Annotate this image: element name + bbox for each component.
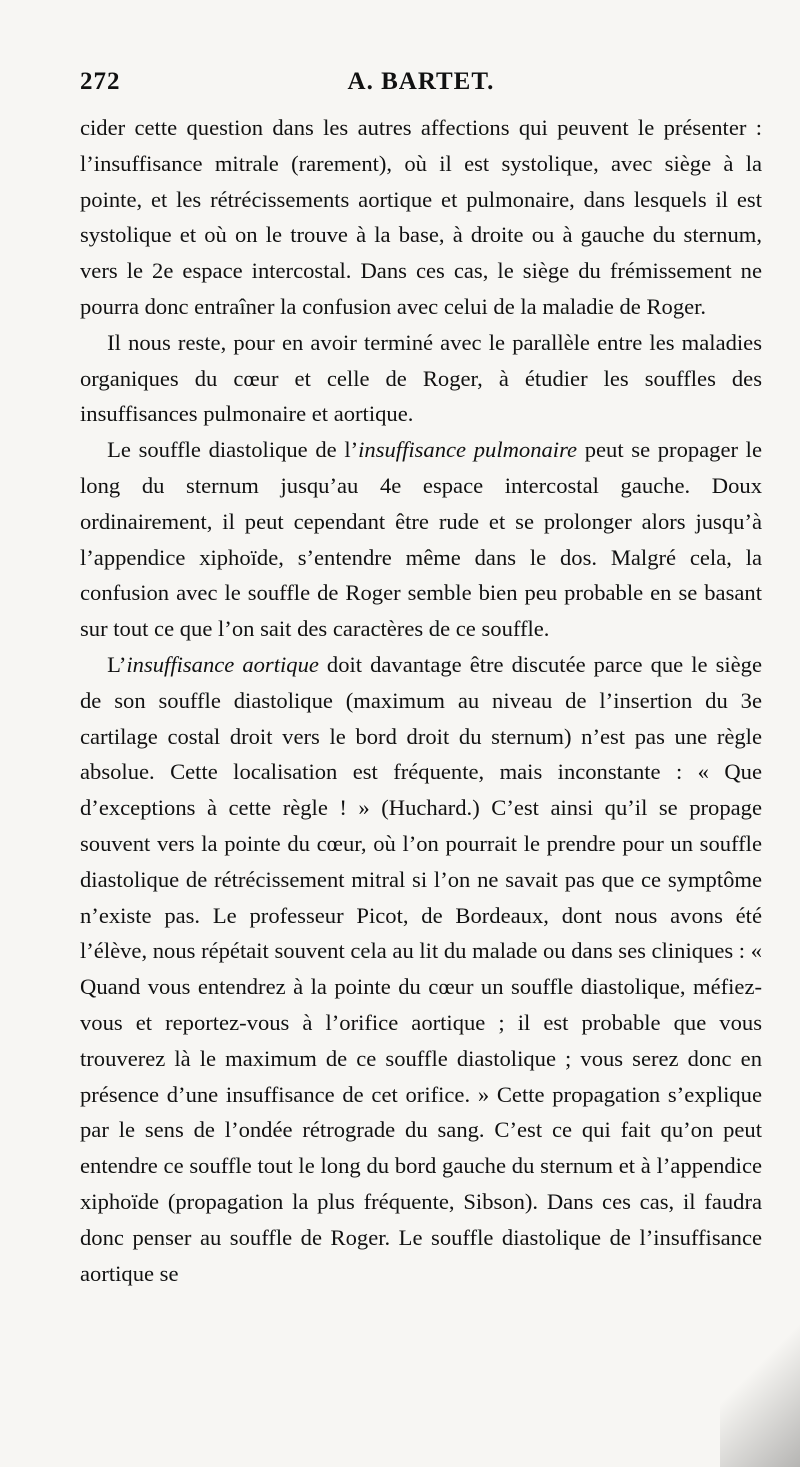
paragraph-4-italic-term: insuffisance aortique [126, 651, 319, 677]
paragraph-3-suffix: peut se propager le long du sternum jusqu’au 4e espace intercostal gauche. Doux ordinairement, il peut cependant être rude et se prolonger alors jusqu’à l’appendice xiphoïde, s’entendre même dans le dos. Malgré cela, la confusion avec le souffle de Roger semble bien peu probable en se basant sur tout ce que l’on sait des caractères de ce souffle. [80, 437, 762, 642]
running-title: A. BARTET. [347, 68, 495, 95]
page-number: 272 [80, 68, 121, 95]
paragraph-3-italic-term: insuffisance pulmonaire [358, 437, 578, 463]
page-header [80, 62, 762, 102]
paragraph-2 [80, 325, 762, 432]
paragraph-1-text: cider cette question dans les autres affections qui peuvent le présenter : l’insuffisance mitrale (rarement), où il est systolique, avec siège à la pointe, et les rétrécissements aortique et pulmonaire, dans lesquels il est systolique et où on le trouve à la base, à droite ou à gauche du sternum, vers le 2e espace intercostal. Dans ces cas, le siège du frémissement ne pourra donc entraîner la confusion avec celui de la maladie de Roger. [80, 115, 762, 319]
paragraph-4-prefix: L’ [107, 651, 127, 677]
paragraph-2-text: Il nous reste, pour en avoir terminé avec le parallèle entre les maladies organiques du cœur et celle de Roger, à étudier les souffles des insuffisances pulmonaire et aortique. [80, 329, 762, 427]
paragraph-4-suffix: doit davantage être discutée parce que le siège de son souffle diastolique (maximum au niveau de l’insertion du 3e cartilage costal droit vers le bord droit du sternum) n’est pas une règle absolue. Cette localisation est fréquente, mais inconstante : « Que d’exceptions à cette règle ! » (Huchard.) C’est ainsi qu’il se propage souvent vers la pointe du cœur, où l’on pourrait le prendre pour un souffle diastolique de rétrécissement mitral si l’on ne savait pas que ce symptôme n’existe pas. Le professeur Picot, de Bordeaux, dont nous avons été l’élève, nous répétait souvent cela au lit du malade ou dans ses cliniques : « Quand vous entendrez à la pointe du cœur un souffle diastolique, méfiez-vous et reportez-vous à l’orifice aortique ; il est probable que vous trouverez là le maximum de ce souffle diastolique ; vous serez donc en présence d’une insuffisance de cet orifice. » Cette propagation s’explique par le sens de l’ondée rétrograde du sang. C’est ce qui fait qu’on peut entendre ce souffle tout le long du bord gauche du sternum et à l’appendice xiphoïde (propagation la plus fréquente, Sibson). Dans ces cas, il faudra donc penser au souffle de Roger. Le souffle diastolique de l’insuffisance aortique se [80, 651, 763, 1286]
scan-edge-shadow [720, 1307, 800, 1467]
paragraph-3 [80, 432, 762, 647]
paragraph-1 [80, 110, 762, 325]
paragraph-4 [80, 647, 762, 1291]
paragraph-3-prefix: Le souffle diastolique de l’ [107, 437, 359, 463]
body-text [80, 110, 762, 1291]
